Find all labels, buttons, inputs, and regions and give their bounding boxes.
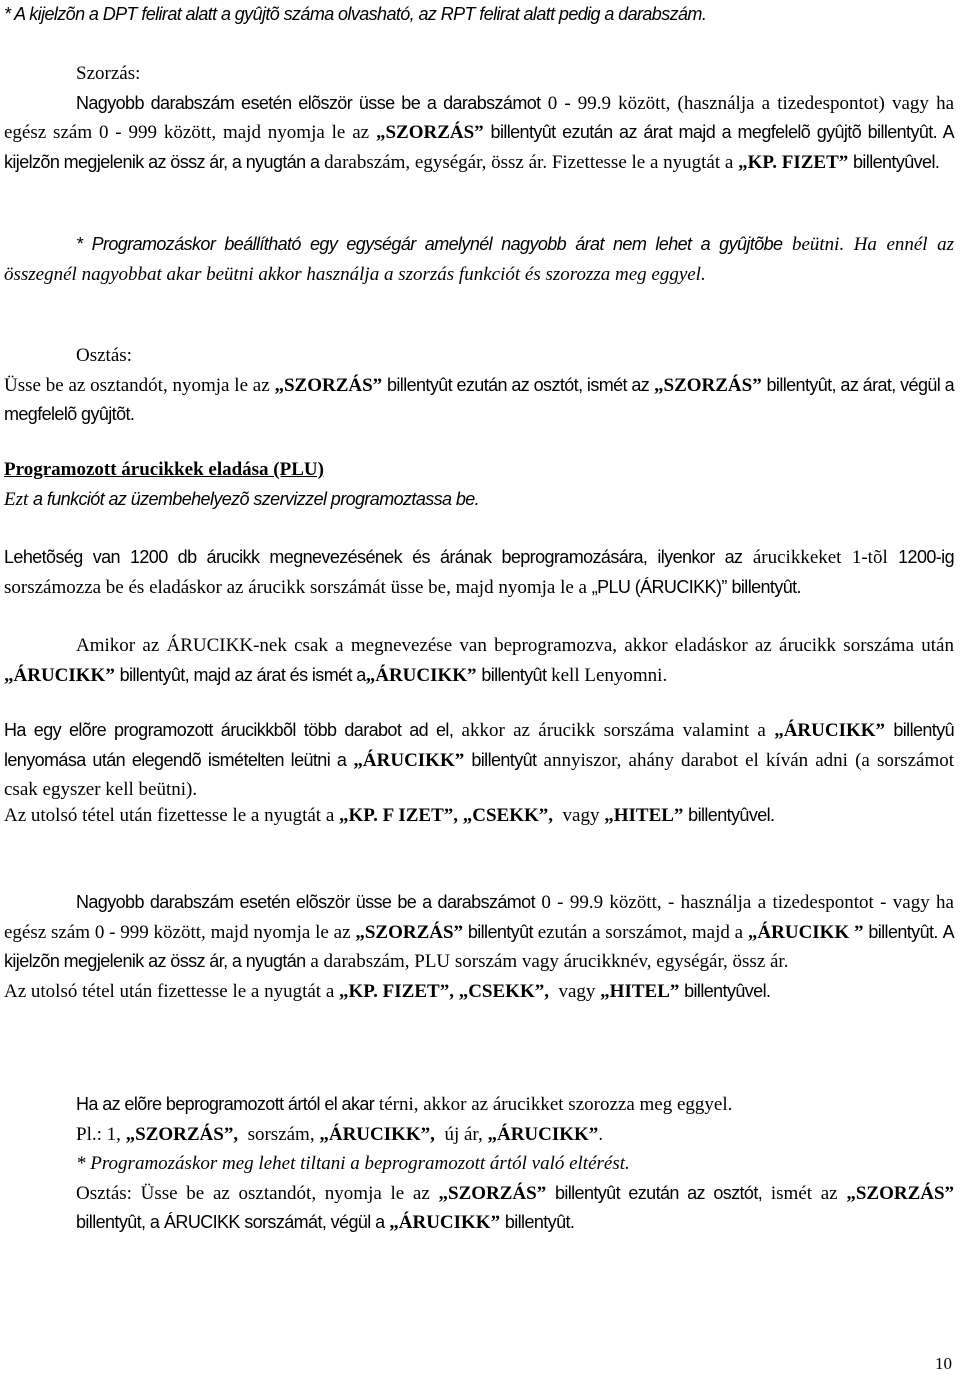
plu-paragraph-4: Az utolsó tétel után fizettesse le a nyugtát a „KP. F IZET”, „CSEKK”, vagy „HITEL” billentyûvel. [4, 805, 775, 826]
plu-title: Programozott árucikkek eladása (PLU) [4, 459, 324, 480]
section-plu-quantity: Nagyobb darabszám esetén elõször üsse be a darabszámot 0 - 99.9 között, - használja a tizedespontot - vagy ha egész szám 0 - 999 között, majd nyomja le az „SZORZÁS” billentyût ezután a sorszámot, majd a „ÁRUCIKK ” billentyût. A kijelzõn megjelenik az össz ár, a nyugtán a darabszám, PLU sorszám vagy árucikknév, egységár, össz ár. Az utolsó tétel után fizettesse le a nyugtát a „KP. FIZET”, „CSEKK”, vagy „HITEL” billentyûvel. [4, 892, 954, 1002]
szorzas-paragraph: Nagyobb darabszám esetén elõször üsse be a darabszámot 0 - 99.9 között, (használja a tizedespontot) vagy ha egész szám 0 - 999 között, majd nyomja le az „SZORZÁS” billentyût ezután az árat majd a megfelelõ gyûjtõ billentyût. A kijelzõn megjelenik az össz ár, a nyugtán a darabszám, egységár, össz ár. Fizettesse le a nyugtát a „KP. FIZET” billentyûvel. [4, 92, 954, 173]
override-note: * Programozáskor meg lehet tiltani a beprogramozott ártól való eltérést. [76, 1153, 630, 1174]
section-plu [4, 455, 954, 514]
plu-intro: Ezt a funkciót az üzembehelyezõ szervizzel programoztassa be. [4, 488, 480, 510]
plu-paragraph-3: Ha egy elõre programozott árucikkbõl több darabot ad el, akkor az árucikk sorszáma valamint a „ÁRUCIKK” billentyû lenyomása után elegendõ ismételten leütni a „ÁRUCIKK” billentyût annyiszor, ahány darabot el kíván adni (a sorszámot csak egyszer kell beütni). [4, 720, 955, 800]
osztas-heading: Osztás: [76, 345, 132, 366]
section-note-max-price [4, 230, 954, 289]
plu-paragraph-1: Lehetõség van 1200 db árucikk megnevezésének és árának beprogramozására, ilyenkor az árucikkeket 1-tõl 1200-ig sorszámozza be és eladáskor az árucikk sorszámát üsse be, majd nyomja le a „PLU (ÁRUCIKK)” billentyût. [4, 547, 954, 598]
section-price-override: Ha az elõre beprogramozott ártól el akar térni, akkor az árucikket szorozza meg eggyel. Pl.: 1, „SZORZÁS”, sorszám, „ÁRUCIKK”, új ár, „ÁRUCIKK”. * Programozáskor meg lehet tiltani a beprogramozott ártól való eltérést. Osztás: Üsse be az osztandót, nyomja le az „SZORZÁS” billentyût ezután az osztót, ismét az „SZORZÁS” billentyût, a ÁRUCIKK sorszámát, végül a „ÁRUCIKK” billentyût. [76, 1094, 955, 1233]
osztas-paragraph: Üsse be az osztandót, nyomja le az „SZORZÁS” billentyût ezután az osztót, ismét az „SZORZÁS” billentyût, az árat, végül a megfelelõ gyûjtõt. [4, 374, 955, 424]
intro-text: * A kijelzõn a DPT felirat alatt a gyûjtõ száma olvasható, az RPT felirat alatt pedig a darabszám. [4, 4, 707, 24]
section-szorzas [4, 59, 954, 177]
note-max-price: * Programozáskor beállítható egy egységár amelynél nagyobb árat nem lehet a gyûjtõbe beütni. Ha ennél az összegnél nagyobbat akar beütni akkor használja a szorzás funkciót és szorozza meg eggyel. [4, 234, 954, 285]
page-number: 10 [935, 1354, 952, 1373]
section-osztas [4, 341, 954, 430]
szorzas-heading: Szorzás: [76, 63, 141, 84]
plu-paragraph-2: Amikor az ÁRUCIKK-nek csak a megnevezése van beprogramozva, akkor eladáskor az árucikk sorszáma után „ÁRUCIKK” billentyût, majd az árat és ismét a„ÁRUCIKK” billentyût kell Lenyomni. [4, 635, 954, 686]
intro-note [4, 0, 954, 30]
